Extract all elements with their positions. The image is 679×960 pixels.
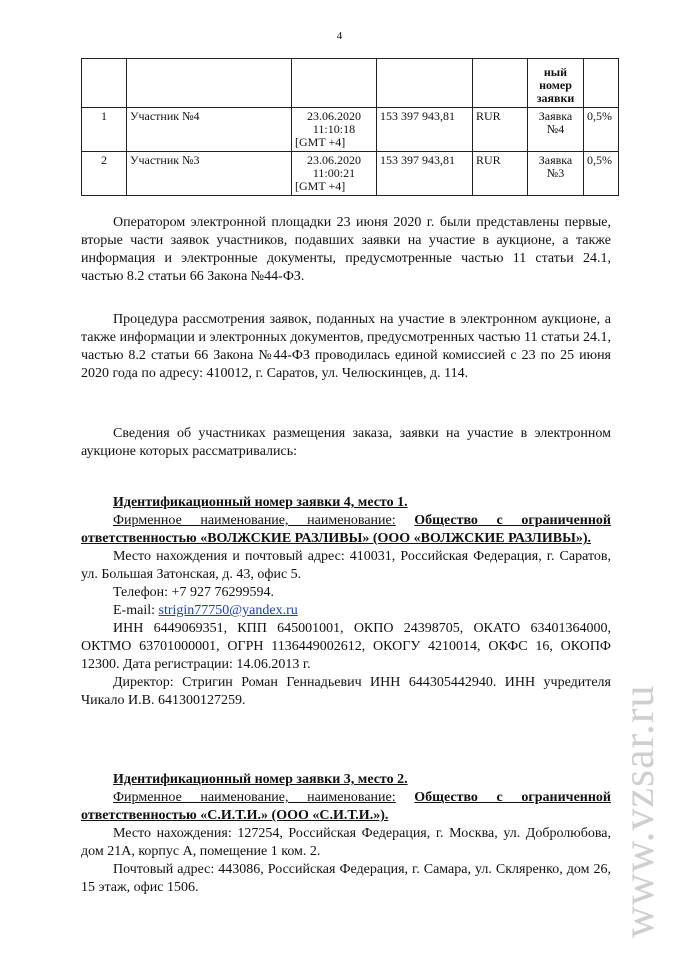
bid-4-name: Фирменное наименование, наименование: Общество с ограниченной ответственностью «ВОЛЖСКИЕ РАЗЛИВЫ» (ООО «ВОЛЖСКИЕ РАЗЛИВЫ»). [81,513,611,546]
bid-4-codes: ИНН 6449069351, КПП 645001001, ОКПО 24398705, ОКАТО 63401364000, ОКТМО 63701000001, ОГРН 1136449002612, ОКОГУ 4210014, ОКФС 16, ОКОПФ 12300. Дата регистрации: 14.06.2013 г. [81,621,611,672]
svg-text:www.vzsar.ru: www.vzsar.ru [615,684,663,938]
bid-3-postal: Почтовый адрес: 443086, Российская Федерация, г. Самара, ул. Скляренко, дом 26, 15 этаж, офис 1506. [81,862,611,895]
bid-4-section [81,494,611,710]
bids-table [81,58,619,196]
bid-4-email-line: E-mail: strigin77750@yandex.ru [113,603,298,618]
bid-4-heading: Идентификационный номер заявки 4, место 1. [113,495,408,510]
paragraph-procedure: Процедура рассмотрения заявок, поданных на участие в электронном аукционе, а также информации и электронных документов, предусмотренных частью 11 статьи 24.1, частью 8.2 статьи 66 Закона №44-ФЗ проводилась единой комиссией с 23 по 25 июня 2020 года по адресу: 410012, г. Саратов, ул. Челюскинцев, д. 114. [81,312,611,381]
bid-3-heading: Идентификационный номер заявки 3, место 2. [113,772,408,787]
bid-4-phone: Телефон: +7 927 76299594. [113,585,274,600]
bid-3-name: Фирменное наименование, наименование: Общество с ограниченной ответственностью «С.И.Т.И.» (ООО «С.И.Т.И.»). [81,790,611,823]
bid-3-section [81,771,611,897]
watermark-graphic [615,600,665,940]
bid-4-address: Место нахождения и почтовый адрес: 410031, Российская Федерация, г. Саратов, ул. Большая Затонская, д. 43, офис 5. [81,549,611,582]
site-watermark [615,600,665,940]
paragraph-operator: Оператором электронной площадки 23 июня 2020 г. были представлены первые, вторые части заявок участников, подавших заявки на участие в аукционе, а также информация и электронные документы, предусмотренные частью 11 статьи 24.1, частью 8.2 статьи 66 Закона №44-ФЗ. [81,215,611,284]
table-row: 1 Участник №4 23.06.2020 11:10:18 [GMT +4] 153 397 943,81 RUR Заявка №4 0,5% [82,108,619,152]
paragraph-participants-intro: Сведения об участниках размещения заказа, заявки на участие в электронном аукционе которых рассматривались: [81,426,611,459]
page-number: 4 [336,30,343,42]
bid-3-location: Место нахождения: 127254, Российская Федерация, г. Москва, ул. Добролюбова, дом 21А, корпус А, помещение 1 ком. 2. [81,826,611,859]
table-row: 2 Участник №3 23.06.2020 11:00:21 [GMT +4] 153 397 943,81 RUR Заявка №3 0,5% [82,152,619,196]
email-link[interactable]: strigin77750@yandex.ru [158,603,298,618]
bid-4-director: Директор: Стригин Роман Геннадьевич ИНН 644305442940. ИНН учредителя Чикало И.В. 641300127259. [81,675,611,708]
table-header-row [82,59,619,108]
header-application-number: ный номер заявки [528,59,584,108]
